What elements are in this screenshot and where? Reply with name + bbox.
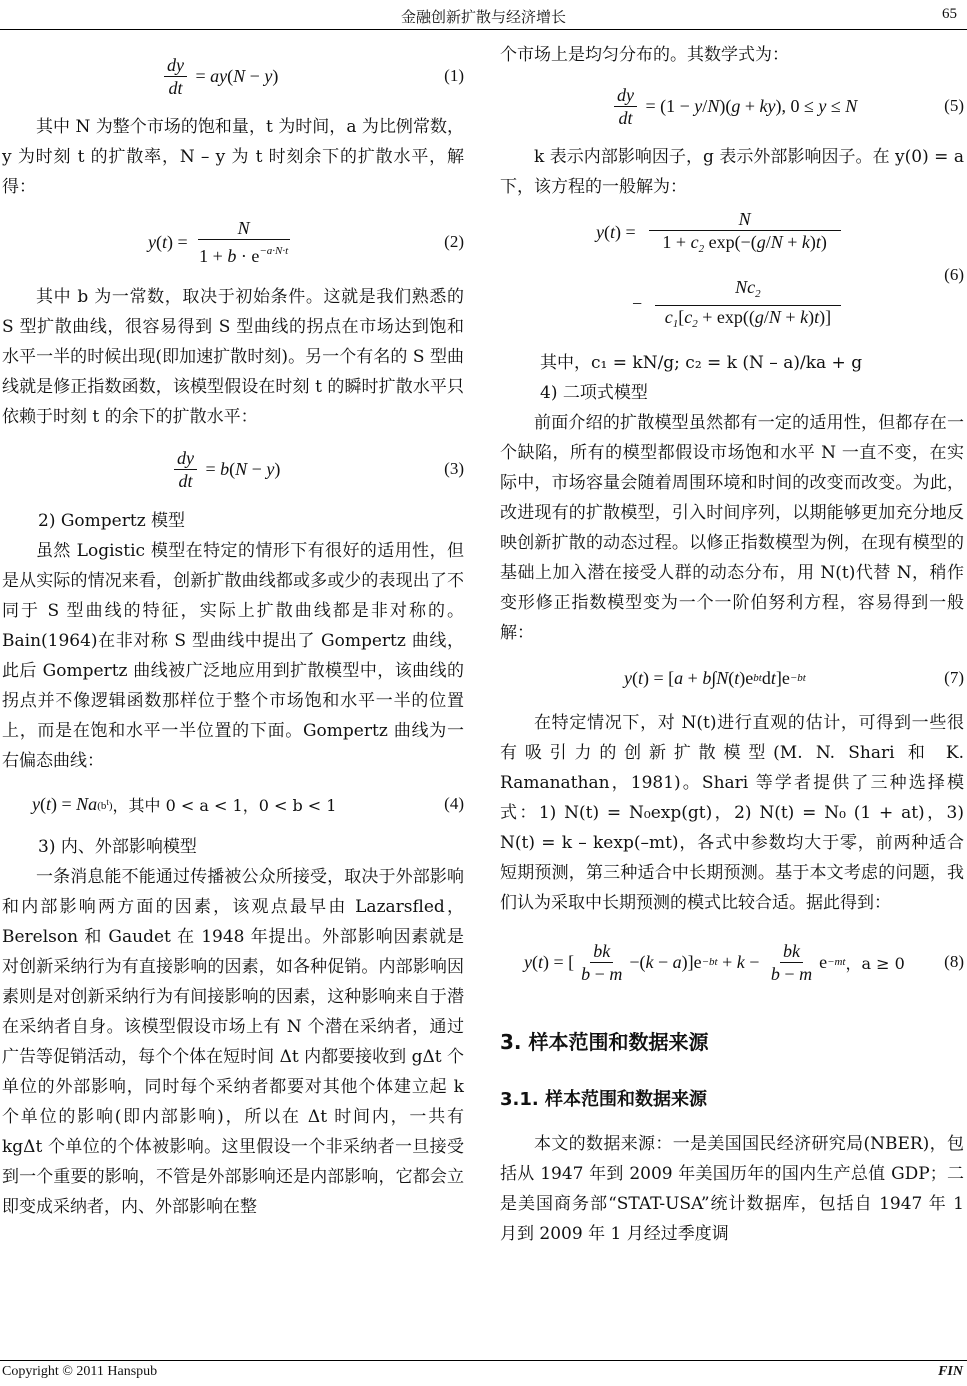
- subheading-internal-external: 3) 内、外部影响模型: [38, 837, 197, 857]
- header-rule: [0, 29, 967, 30]
- page-number: 65: [942, 6, 957, 22]
- equation-6: y(t) = $\frac{N}{1 + c_2 \exp(-(g/N + k)t)}$ − $\frac{Nc_2}{c_1[c_2 + \exp((g/N + k)t)]}$ (6): [596, 209, 964, 330]
- section-heading-3-1: 3.1. 样本范围和数据来源: [500, 1089, 707, 1110]
- copyright-text: Copyright © 2011 Hanspub: [2, 1364, 158, 1379]
- equation-8-condition: ，a ≥ 0: [845, 953, 905, 973]
- equation-1-number: (1): [444, 66, 464, 85]
- subheading-binomial: 4) 二项式模型: [540, 383, 648, 403]
- running-title: 金融创新扩散与经济增长: [400, 8, 566, 26]
- equation-8: y ( t ) = [ $\frac{bk}{b - m}$ −( k − a )]e −bt + k − $\frac{bk}{b - m}$ e −mt ，a ≥ 0 (8): [524, 940, 964, 984]
- equation-4: y ( t ) = Na $(b^t)$ ，其中 0 < a < 1，0 < b < 1 (4): [32, 793, 464, 815]
- paragraph: 虽然 Logistic 模型在特定的情形下有很好的适用性，但是从实际的情况来看，创新扩散曲线都或多或少的表现出了不同于 S 型曲线的特征，实际上扩散曲线都是非对称的。Bain(1964)在非对称 S 型曲线中提出了 Gompertz 曲线，此后 Gompertz 曲线被广泛地应用到扩散模型中，该曲线的拐点并不像逻辑函数那样位于整个市场饱和水平一半的位置上，而是在饱和水平一半位置的下面。Gompertz 曲线为一右偏态曲线：: [2, 541, 464, 771]
- paragraph: 其中 b 为一常数，取决于初始条件。这就是我们熟悉的 S 型扩散曲线，很容易得到 S 型曲线的拐点在市场达到饱和水平一半的时候出现(即加速扩散时刻)。另一个有名的 S 型曲线就是修正指数函数，该模型假设在时刻 t 的瞬时扩散水平只依赖于时刻 t 的余下的扩散水平：: [2, 287, 464, 427]
- equation-6-number: (6): [944, 265, 964, 284]
- equation-5-number: (5): [944, 96, 964, 115]
- page-header: [0, 6, 967, 28]
- equation-5: $\frac{dy}{dt}$ = (1 − y / N )( g + ky ), 0 ≤ y ≤ N (5): [500, 70, 964, 142]
- paragraph: 一条消息能不能通过传播被公众所接受，取决于外部影响和内部影响两方面的因素，该观点最早由 Lazarsfled，Berelson 和 Gaudet 在 1948 年提出。外部影响因素就是对创新采纳行为有直接影响的因素，如各种促销。内部影响因素则是对创新采纳行为有间接影响的因素，这种影响来自于潜在采纳者自身。该模型假设市场上有 N 个潜在采纳者，通过广告等促销活动，每个个体在短时间 Δt 内都要接收到 gΔt 个单位的外部影响，同时每个采纳者都要对其他个体建立起 k 个单位的影响(即内部影响)，所以在 Δt 时间内，一共有 kgΔt 个单位的个体被影响。这里假设一个非采纳者一旦接受到一个重要的影响，不管是外部影响还是内部影响，它都会立即变成采纳者，内、外部影响在整: [2, 867, 464, 1217]
- paragraph: 其中 N 为整个市场的饱和量，t 为时间，a 为比例常数，y 为时刻 t 的扩散率，N – y 为 t 时刻余下的扩散水平，解得：: [2, 117, 464, 197]
- subheading-gompertz: 2) Gompertz 模型: [38, 511, 186, 531]
- journal-abbreviation: FIN: [938, 1364, 963, 1379]
- paragraph-constants: 其中，c₁ = kN/g; c₂ = k (N – a)/ka + g: [540, 353, 863, 373]
- equation-1: $\frac{dy}{dt}$ = ay ( N − y ) (1): [2, 40, 464, 112]
- equation-2: y ( t ) = $\frac{N}{1 + b \cdot e^{-a\cdot N\cdot t}}$ (2): [148, 218, 464, 266]
- left-column: [2, 40, 464, 1222]
- paragraph: k 表示内部影响因子，g 表示外部影响因子。在 y(0) = a 下，该方程的一般解为：: [500, 147, 964, 197]
- section-heading-3: 3. 样本范围和数据来源: [500, 1030, 709, 1054]
- equation-8-number: (8): [944, 952, 964, 971]
- paragraph: 前面介绍的扩散模型虽然都有一定的适用性，但都存在一个缺陷，所有的模型都假设市场饱和水平 N 一直不变，在实际中，市场容量会随着周围环境和时间的改变而改变。为此，改进现有的扩散模型，引入时间序列，以期能够更加充分地反映创新扩散的动态过程。以修正指数模型为例，在现有模型的基础上加入潜在接受人群的动态分布，用 N(t)代替 N，稍作变形修正指数模型变为一个一阶伯努利方程，容易得到一般解：: [500, 413, 964, 643]
- paragraph: 个市场上是均匀分布的。其数学式为：: [500, 45, 789, 65]
- equation-3-number: (3): [444, 459, 464, 478]
- paragraph: 在特定情况下，对 N(t)进行直观的估计，可得到一些很有吸引力的创新扩散模型(M. N. Shari 和 K. Ramanathan，1981)。Shari 等学者提供了三种选择模式：1) N(t) = N₀exp(gt)，2) N(t) = N₀ (1 + at)，3) N(t) = k – kexp(–mt)，各式中参数均大于零，前两种适合短期预测，第三种适合中长期预测。基于本文考虑的问题，我们认为采取中长期预测的模式比较合适。据此得到：: [500, 713, 964, 913]
- equation-7-number: (7): [944, 668, 964, 687]
- equation-4-number: (4): [444, 794, 464, 813]
- equation-4-condition: ，其中 0 < a < 1，0 < b < 1: [112, 795, 337, 815]
- footer-rule: [0, 1360, 967, 1361]
- right-column: [500, 40, 964, 1249]
- page-footer: [0, 1364, 967, 1384]
- paragraph: 本文的数据来源：一是美国国民经济研究局(NBER)，包括从 1947 年到 2009 年美国历年的国内生产总值 GDP；二是美国商务部“STAT-USA”统计数据库，包括自 1947 年 1 月到 2009 年 1 月经过季度调: [500, 1134, 964, 1244]
- equation-7: y ( t ) = [ a + b ∫ N ( t )e bt d t ]e −bt (7): [624, 667, 964, 688]
- equation-3: $\frac{dy}{dt}$ = b ( N − y ) (3): [2, 432, 464, 506]
- equation-2-number: (2): [444, 232, 464, 251]
